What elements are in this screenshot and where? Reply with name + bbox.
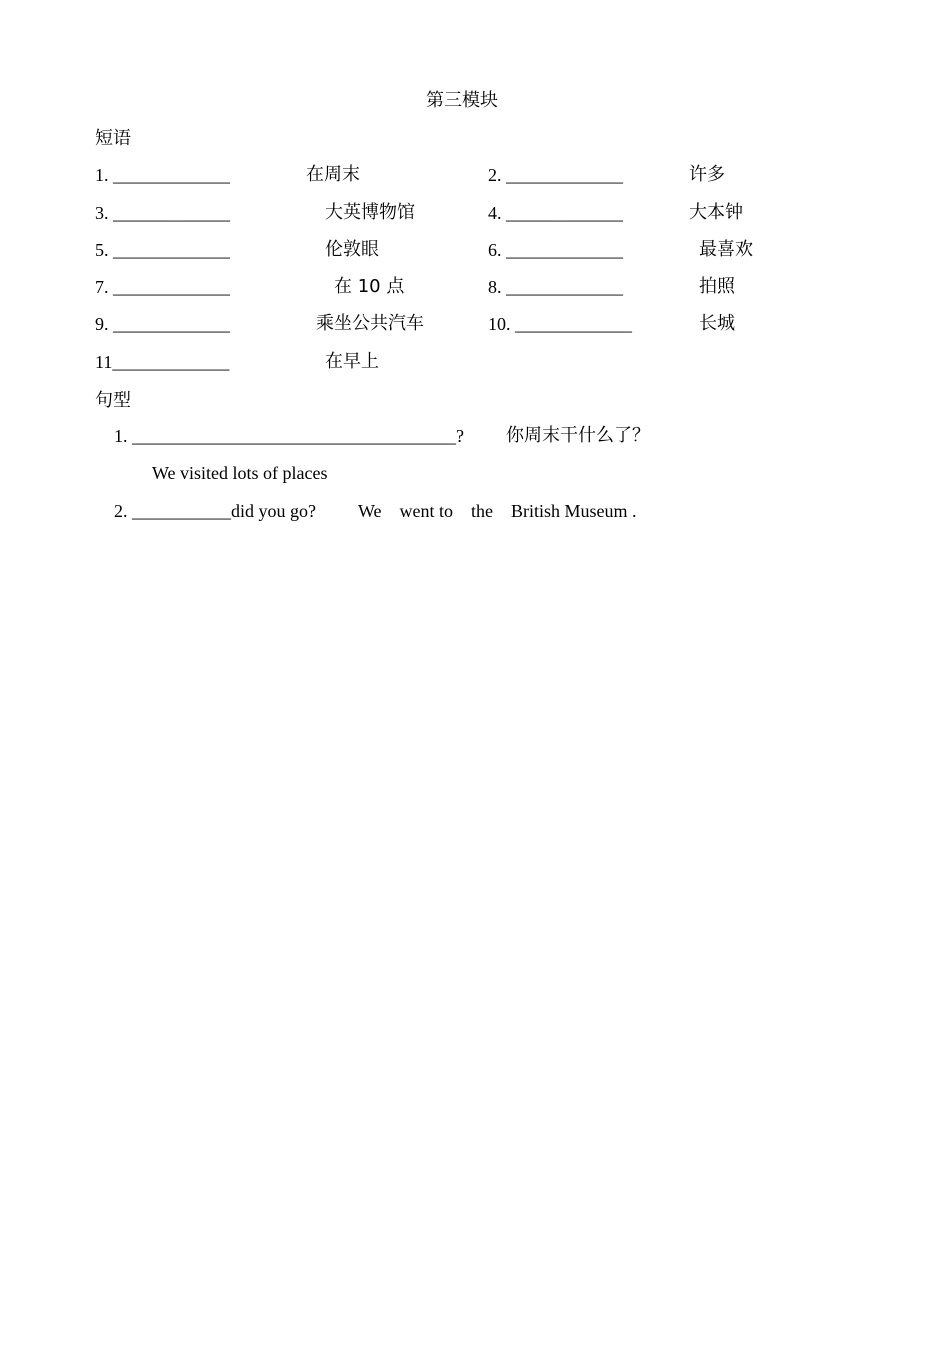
phrase-10-blank[interactable]: 10. _____________: [488, 314, 632, 334]
sentences-heading: 句型: [95, 390, 131, 411]
phrase-11-meaning: 在早上: [325, 351, 379, 372]
phrase-11-blank[interactable]: 11_____________: [95, 352, 230, 372]
phrase-2-meaning: 许多: [689, 164, 725, 185]
phrase-6-blank[interactable]: 6. _____________: [488, 240, 623, 260]
phrase-2-blank[interactable]: 2. _____________: [488, 165, 623, 185]
phrase-1-meaning: 在周末: [306, 164, 360, 185]
page-title: 第三模块: [426, 90, 498, 111]
sentence-1-translation: 你周末干什么了？: [506, 425, 650, 446]
phrase-1-blank[interactable]: 1. _____________: [95, 165, 230, 185]
phrase-6-meaning: 最喜欢: [699, 239, 753, 260]
sentence-2-question[interactable]: 2. ___________did you go?: [114, 501, 316, 521]
phrase-5-blank[interactable]: 5. _____________: [95, 240, 230, 260]
phrase-7-meaning: 在 10 点: [334, 276, 405, 297]
phrase-3-blank[interactable]: 3. _____________: [95, 203, 230, 223]
phrase-8-blank[interactable]: 8. _____________: [488, 277, 623, 297]
sentence-1-question[interactable]: 1. ____________________________________?: [114, 426, 464, 446]
phrases-heading: 短语: [95, 128, 131, 149]
phrase-3-meaning: 大英博物馆: [325, 202, 415, 223]
phrase-4-meaning: 大本钟: [689, 202, 743, 223]
phrase-4-blank[interactable]: 4. _____________: [488, 203, 623, 223]
phrase-5-meaning: 伦敦眼: [325, 239, 379, 260]
phrase-9-blank[interactable]: 9. _____________: [95, 314, 230, 334]
sentence-1-answer: We visited lots of places: [152, 463, 328, 483]
phrase-9-meaning: 乘坐公共汽车: [316, 313, 424, 334]
sentence-2-answer: We went to the British Museum .: [358, 501, 637, 521]
phrase-8-meaning: 拍照: [699, 276, 735, 297]
phrase-7-blank[interactable]: 7. _____________: [95, 277, 230, 297]
phrase-10-meaning: 长城: [699, 313, 735, 334]
